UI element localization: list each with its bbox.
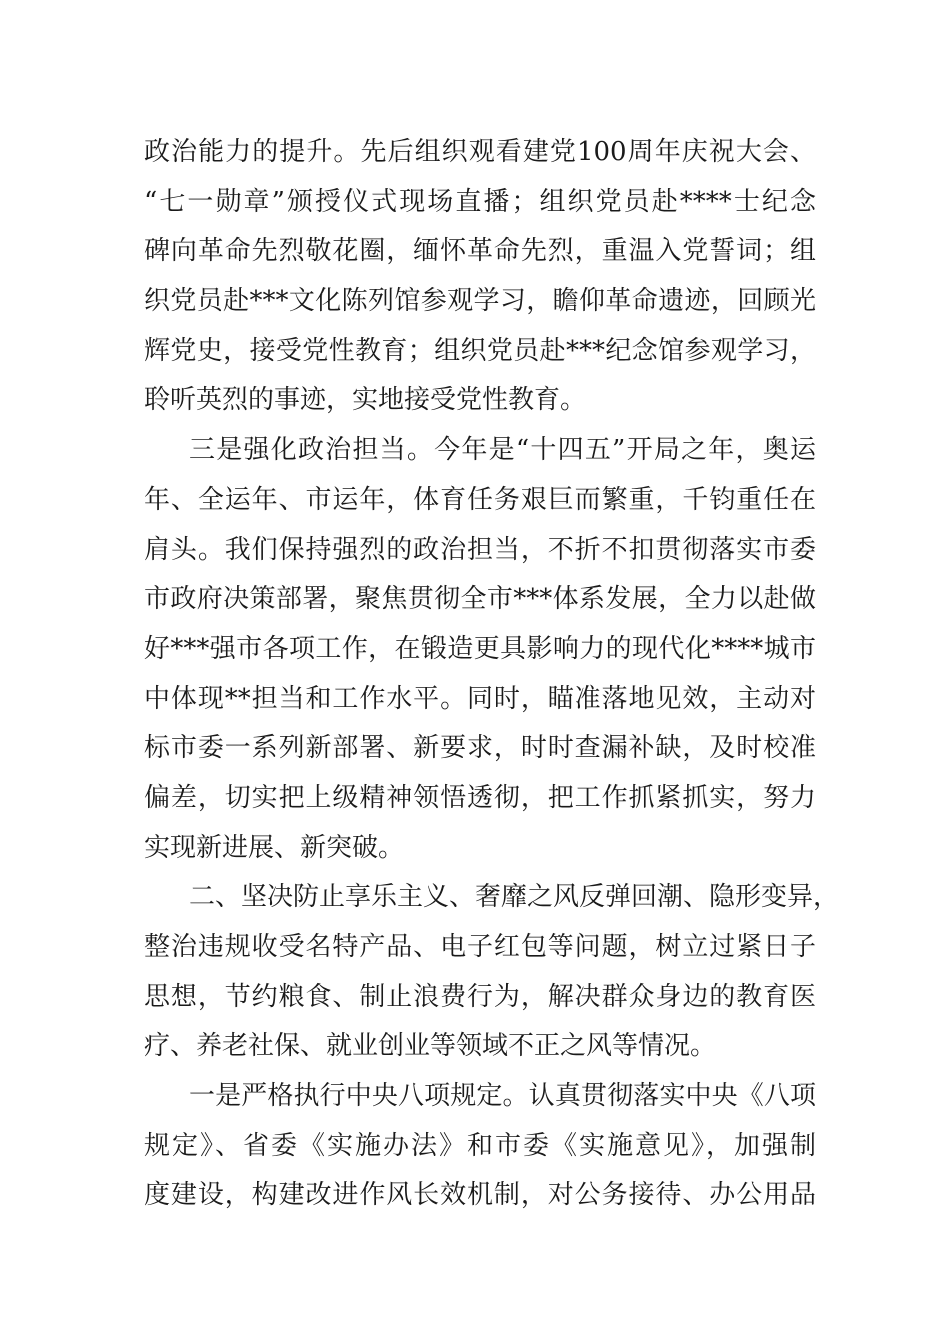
text-line: 年、全运年、市运年，体育任务艰巨而繁重，千钧重任在 [144, 484, 816, 515]
text-line: 度建设，构建改进作风长效机制，对公务接待、办公用品 [144, 1180, 816, 1211]
text-line: 一是严格执行中央八项规定。认真贯彻落实中央《八项 [189, 1081, 816, 1112]
text-line: 辉党史，接受党性教育；组织党员赴***纪念馆参观学习， [144, 335, 816, 366]
text-line: 整治违规收受名特产品、电子红包等问题，树立过紧日子 [144, 932, 816, 962]
text-line: 织党员赴***文化陈列馆参观学习，瞻仰革命遗迹，回顾光 [144, 286, 816, 317]
text-line: 标市委一系列新部署、新要求，时时查漏补缺，及时校准 [144, 733, 816, 764]
text-line: 好***强市各项工作，在锻造更具影响力的现代化****城市 [144, 633, 816, 664]
text-line: 疗、养老社保、就业创业等领域不正之风等情况。 [144, 1031, 717, 1062]
text-line: 碑向革命先烈敬花圈，缅怀革命先烈，重温入党誓词；组 [144, 236, 816, 267]
text-line: 中体现**担当和工作水平。同时，瞄准落地见效，主动对 [144, 683, 816, 714]
document-body [144, 128, 840, 1221]
text-line: 实现新进展、新突破。 [144, 832, 405, 863]
text-line: 政治能力的提升。先后组织观看建党100周年庆祝大会、 [144, 137, 816, 167]
text-line: 规定》、省委《实施办法》和市委《实施意见》，加强制 [144, 1130, 816, 1161]
section-heading-line: 二、坚决防止享乐主义、奢靡之风反弹回潮、隐形变异， [189, 882, 840, 913]
text-line: 肩头。我们保持强烈的政治担当，不折不扣贯彻落实市委 [144, 534, 816, 565]
text-line: 聆听英烈的事迹，实地接受党性教育。 [144, 385, 587, 416]
text-line: 偏差，切实把上级精神领悟透彻，把工作抓紧抓实，努力 [144, 782, 816, 813]
text-line: “七一勋章”颁授仪式现场直播；组织党员赴****士纪念 [144, 186, 816, 217]
text-line: 三是强化政治担当。今年是“十四五”开局之年，奥运 [189, 435, 816, 466]
text-line: 市政府决策部署，聚焦贯彻全市***体系发展，全力以赴做 [144, 584, 816, 615]
text-line: 思想，节约粮食、制止浪费行为，解决群众身边的教育医 [144, 981, 816, 1012]
